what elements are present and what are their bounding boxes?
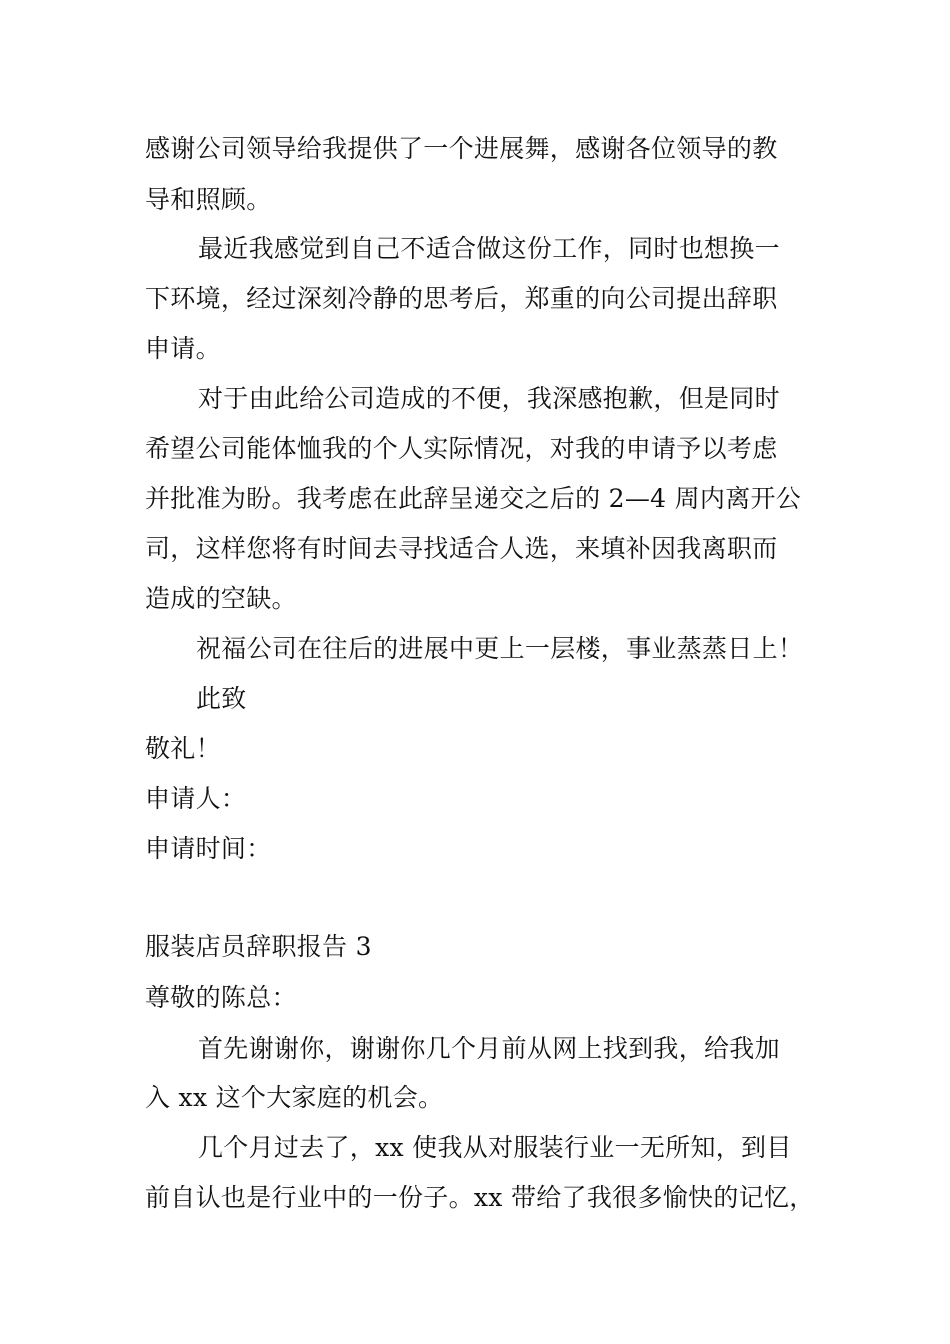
- paragraph-line: 造成的空缺。: [145, 584, 297, 613]
- paragraph-line: 希望公司能体恤我的个人实际情况，对我的申请予以考虑: [145, 434, 778, 463]
- application-date-label: 申请时间：: [145, 834, 272, 863]
- paragraph-line: 感谢公司领导给我提供了一个进展舞，感谢各位领导的教: [145, 134, 778, 163]
- paragraph-line: 首先谢谢你，谢谢你几个月前从网上找到我，给我加: [198, 1034, 780, 1063]
- paragraph-line: 对于由此给公司造成的不便，我深感抱歉，但是同时: [198, 384, 780, 413]
- closing-regards: 敬礼！: [145, 734, 221, 763]
- section-title: 服装店员辞职报告 3: [145, 932, 372, 961]
- closing-wish: 祝福公司在往后的进展中更上一层楼，事业蒸蒸日上！: [196, 634, 804, 663]
- paragraph-line: 最近我感觉到自己不适合做这份工作，同时也想换一: [198, 234, 780, 263]
- paragraph-line: 申请。: [145, 334, 221, 363]
- applicant-label: 申请人：: [145, 784, 247, 813]
- closing-salutation: 此致: [196, 684, 247, 713]
- paragraph-line: 几个月过去了，xx 使我从对服装行业一无所知，到目: [198, 1133, 792, 1162]
- paragraph-line: 下环境，经过深刻冷静的思考后，郑重的向公司提出辞职: [145, 284, 778, 313]
- paragraph-line: 司，这样您将有时间去寻找适合人选，来填补因我离职而: [145, 534, 778, 563]
- letter-greeting: 尊敬的陈总：: [145, 983, 297, 1012]
- paragraph-line: 并批准为盼。我考虑在此辞呈递交之后的 2—4 周内离开公: [145, 484, 802, 513]
- paragraph-line: 导和照顾。: [145, 185, 272, 214]
- paragraph-line: 前自认也是行业中的一份子。xx 带给了我很多愉快的记忆，: [145, 1183, 815, 1212]
- paragraph-line: 入 xx 这个大家庭的机会。: [145, 1083, 444, 1112]
